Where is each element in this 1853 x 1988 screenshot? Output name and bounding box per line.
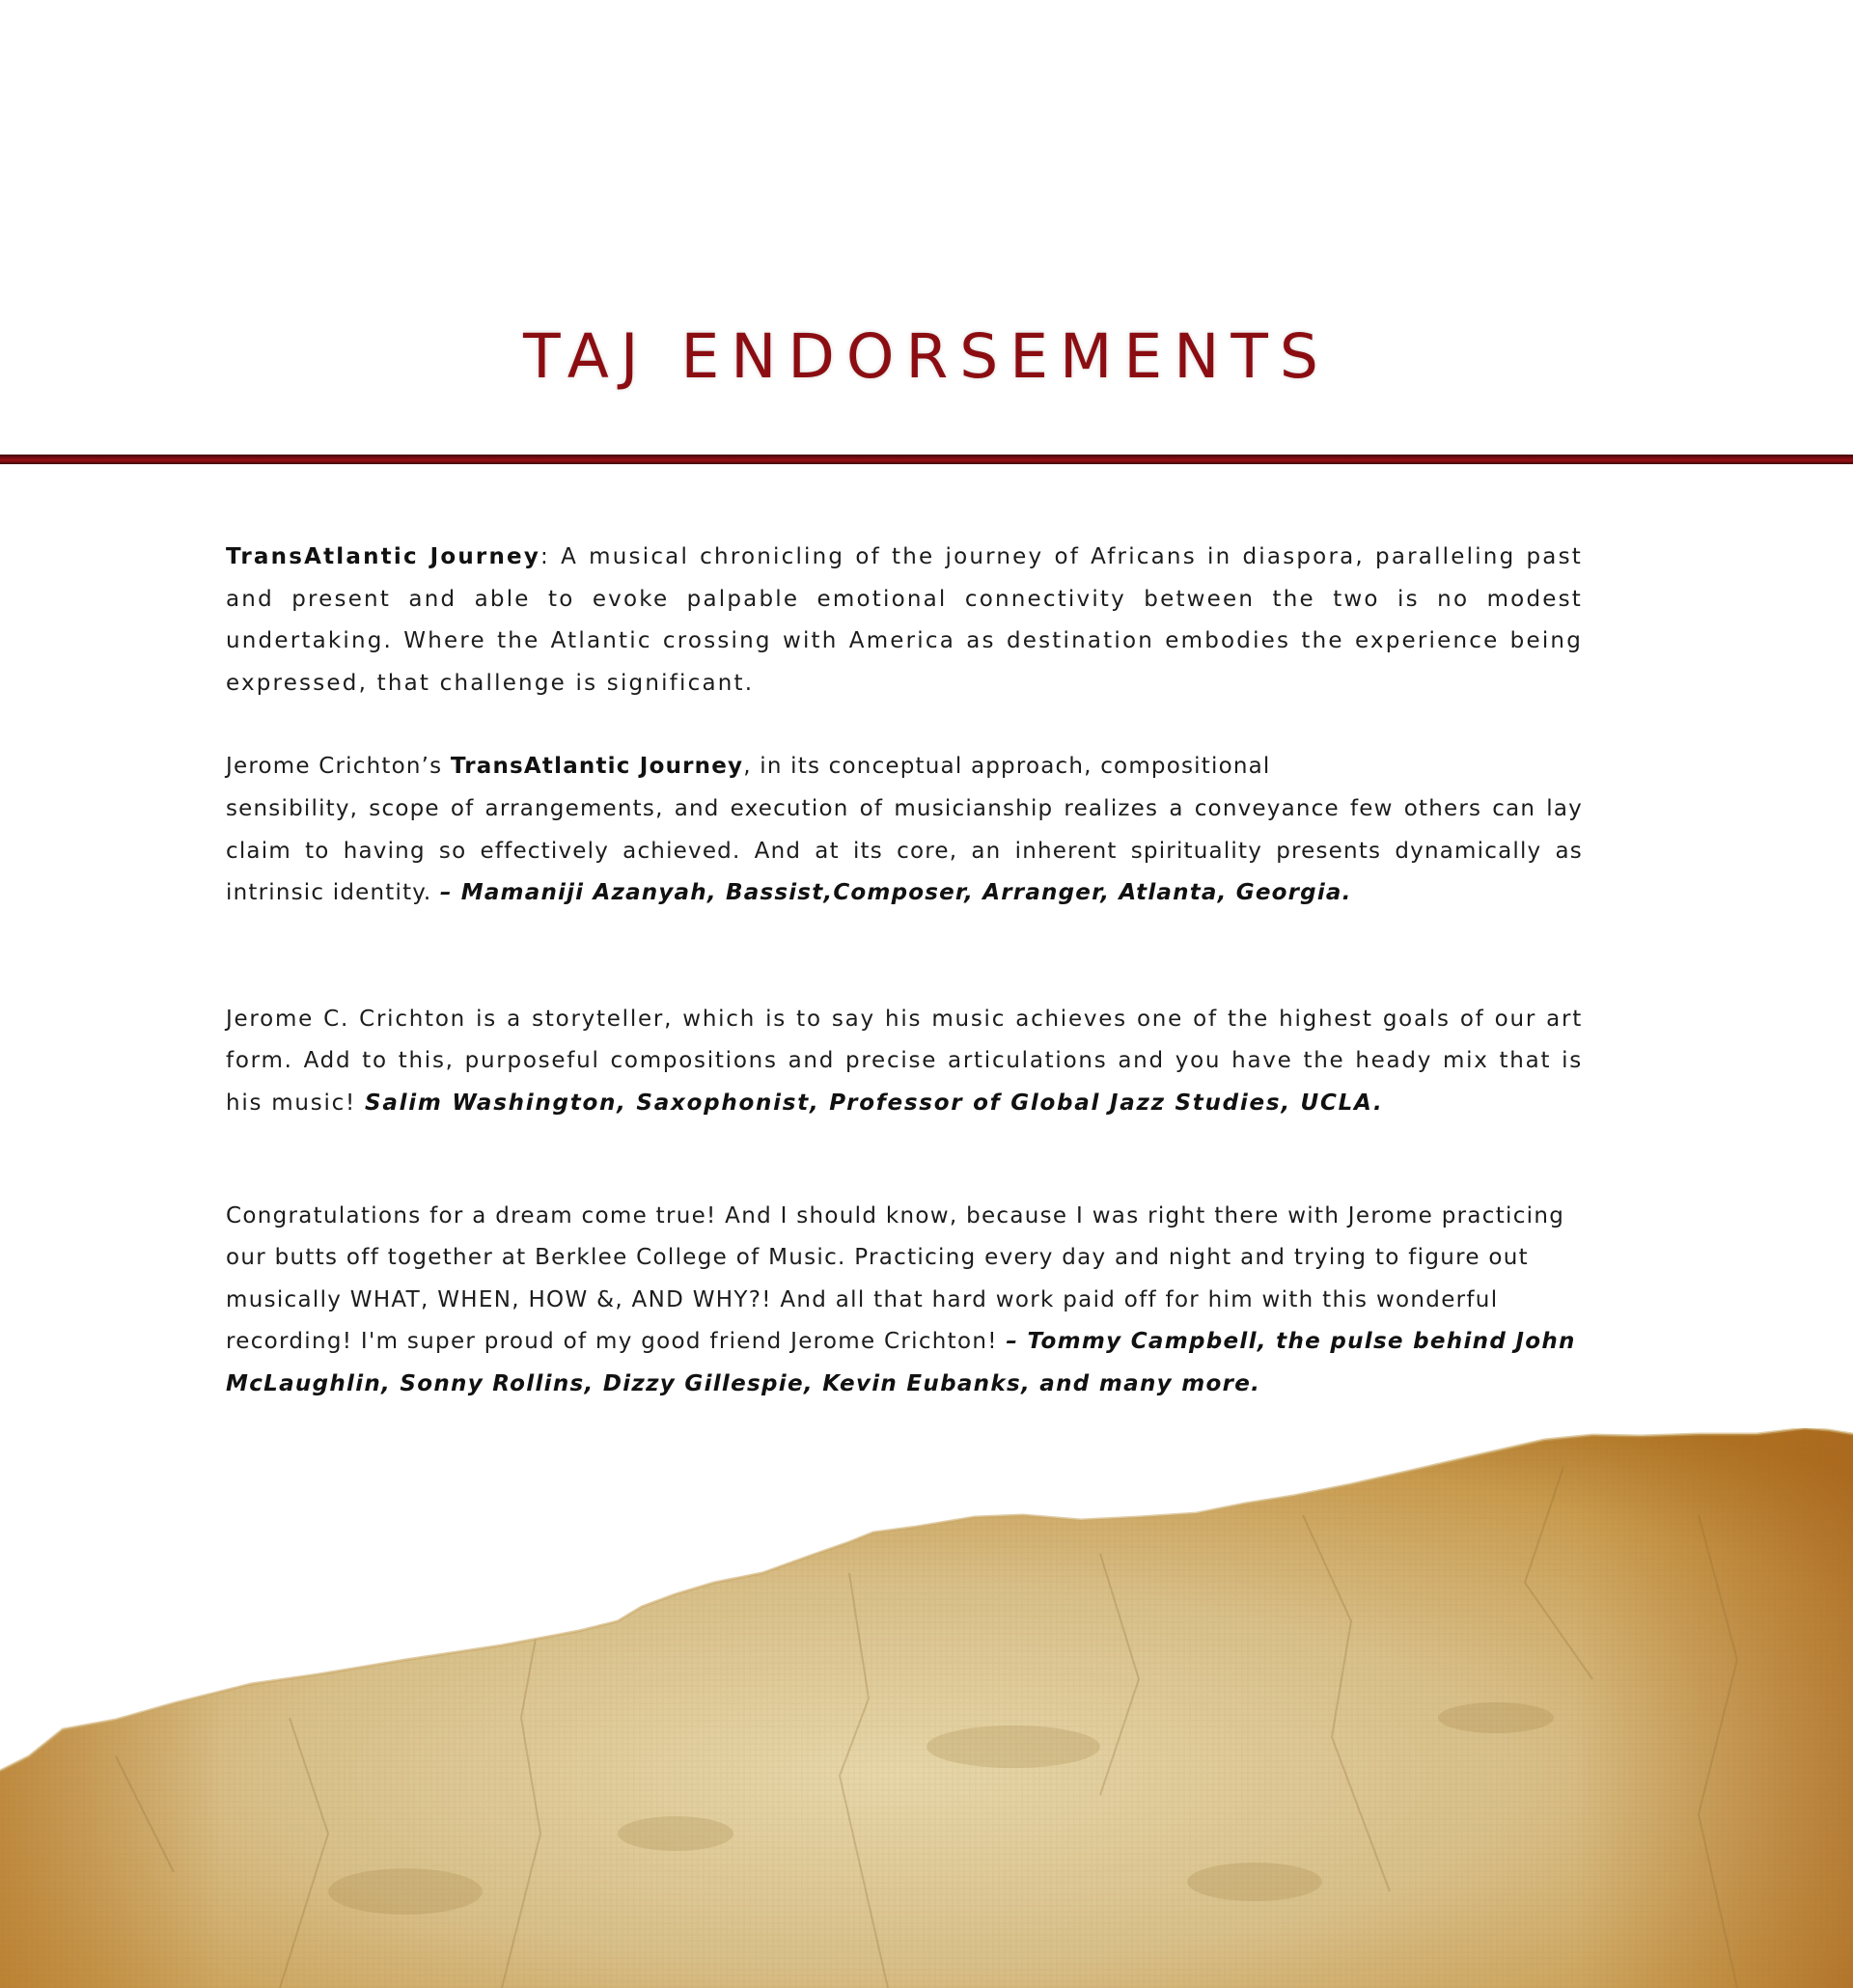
page-title: TAJ ENDORSEMENTS	[523, 321, 1330, 392]
endorsement-first-line	[226, 746, 1583, 788]
endorsement-text: sensibility, scope of arrangements, and execution of musicianship realizes a conveyance few others can lay claim to having so effectively achieved. And at its core, an inherent spirituality presents dynamically as intrinsic identity.	[226, 795, 1583, 906]
endorsement-3	[226, 999, 1583, 1125]
endorsement-attribution: Salim Washington, Saxophonist, Professor of Global Jazz Studies, UCLA.	[365, 1090, 1384, 1116]
endorsement-text: Jerome Crichton’s	[226, 754, 451, 780]
endorsements-section	[226, 537, 1583, 1406]
endorsement-text: : A musical chronicling of the journey of Africans in diaspora, paralleling past and present and able to evoke palpable emotional connectivity between the two is no modest undertaking. Where the Atlantic crossing with America as destination embodies the experience being expressed, that challenge is significant.	[226, 544, 1583, 696]
title-divider	[0, 455, 1853, 464]
endorsement-1	[226, 537, 1583, 704]
endorsement-4	[226, 1196, 1577, 1406]
album-title: TransAtlantic Journey	[450, 754, 744, 780]
endorsement-text: , in its conceptual approach, compositional	[743, 754, 1271, 780]
endorsement-attribution: – Mamaniji Azanyah, Bassist,Composer, Arranger, Atlanta, Georgia.	[439, 880, 1352, 906]
album-title: TransAtlantic Journey	[226, 544, 541, 569]
endorsement-text: Jerome C. Crichton is a storyteller, which is to say his music achieves one of the highest goals of our art form. Add to this, purposeful compositions and precise articulations and you have the heady mix that is his music!	[226, 1006, 1583, 1116]
endorsement-attribution: – Tommy Campbell, the pulse behind John McLaughlin, Sonny Rollins, Dizzy Gillespie, Kevin Eubanks, and many more.	[226, 1329, 1576, 1396]
torn-paper-decoration	[0, 1428, 1853, 1988]
endorsement-2	[226, 746, 1583, 914]
endorsement-text: Congratulations for a dream come true! And I should know, because I was right there with Jerome practicing our butts off together at Berklee College of Music. Practicing every day and night and trying to figure out musically WHAT, WHEN, HOW &, AND WHY?! And all that hard work paid off for him with this wonderful recording! I'm super proud of my good friend Jerome Crichton!	[226, 1202, 1565, 1355]
